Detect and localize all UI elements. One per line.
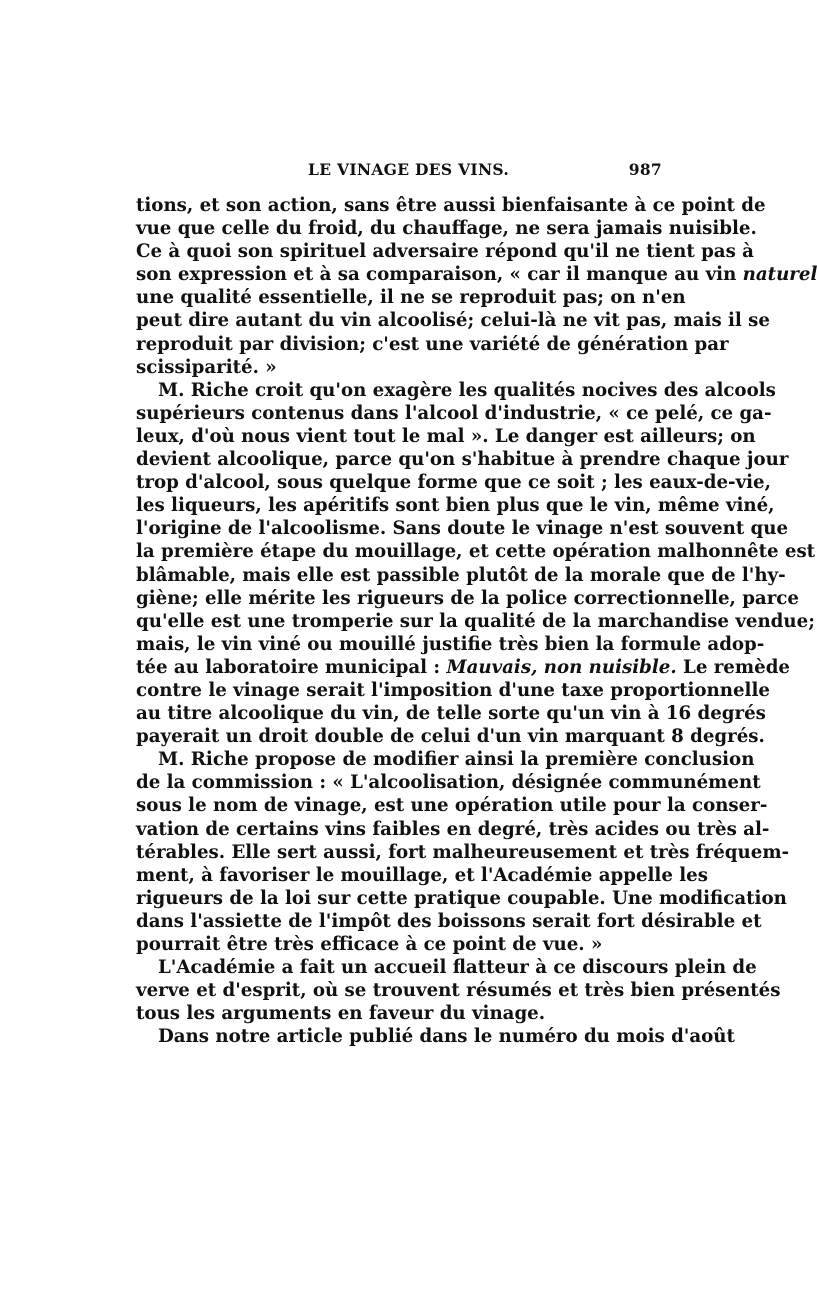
text-segment: son expression et à sa comparaison, « car il manque au vin	[136, 264, 737, 286]
text-line: contre le vinage serait l'imposition d'une taxe proportionnelle	[136, 679, 770, 701]
text-line: rigueurs de la loi sur cette pratique coupable. Une modification	[136, 887, 787, 909]
text-line: ment, à favoriser le mouillage, et l'Académie appelle les	[136, 864, 708, 886]
text-line: pourrait être très efficace à ce point de vue. »	[136, 934, 603, 955]
text-line: blâmable, mais elle est passible plutôt de la morale que de l'hy-	[136, 564, 786, 586]
text-line	[136, 263, 817, 286]
text-line: devient alcoolique, parce qu'on s'habitue à prendre chaque jour	[136, 449, 789, 471]
text-line: scissiparité. »	[136, 356, 277, 378]
text-line: leux, d'où nous vient tout le mal ». Le danger est ailleurs; on	[136, 425, 756, 447]
page-header	[136, 160, 662, 184]
text-line: payerait un droit double de celui d'un vin marquant 8 degrés.	[136, 726, 765, 748]
text-line: trop d'alcool, sous quelque forme que ce soit ; les eaux-de-vie,	[136, 472, 771, 494]
text-line	[136, 656, 790, 679]
text-line: Dans notre article publié dans le numéro du mois d'août	[158, 1026, 735, 1048]
text-line: l'origine de l'alcoolisme. Sans doute le vinage n'est souvent que	[136, 518, 789, 540]
text-segment: tée au laboratoire municipal :	[136, 656, 441, 678]
text-line: dans l'assiette de l'impôt des boissons serait fort désirable et	[136, 910, 762, 932]
italic-word: naturel	[742, 264, 817, 286]
text-line: de la commission : « L'alcoolisation, désignée communément	[136, 772, 761, 794]
page-number: 987	[628, 160, 662, 179]
text-line: une qualité essentielle, il ne se reproduit pas; on n'en	[136, 287, 686, 309]
body-text	[136, 194, 817, 1048]
text-line: sous le nom de vinage, est une opération utile pour la conser-	[136, 795, 768, 817]
text-line: M. Riche propose de modifier ainsi la première conclusion	[158, 749, 755, 771]
text-segment: Le remède	[683, 656, 790, 678]
text-line: vation de certains vins faibles en degré, très acides ou très al-	[136, 818, 770, 840]
text-line: tous les arguments en faveur du vinage.	[136, 1003, 546, 1025]
text-line: M. Riche croit qu'on exagère les qualités nocives des alcools	[158, 379, 776, 401]
text-line: la première étape du mouillage, et cette opération malhonnête est	[136, 541, 816, 563]
running-title: LE VINAGE DES VINS.	[308, 160, 510, 179]
text-line: mais, le vin viné ou mouillé justifie très bien la formule adop-	[136, 633, 765, 655]
text-line: reproduit par division; c'est une variété de génération par	[136, 333, 729, 355]
text-line: les liqueurs, les apéritifs sont bien plus que le vin, même viné,	[136, 495, 775, 517]
text-line: au titre alcoolique du vin, de telle sorte qu'un vin à 16 degrés	[136, 703, 766, 725]
text-line: vue que celle du froid, du chauffage, ne sera jamais nuisible.	[136, 218, 757, 240]
text-line: qu'elle est une tromperie sur la qualité de la marchandise vendue;	[136, 610, 815, 632]
text-line: verve et d'esprit, où se trouvent résumés et très bien présentés	[136, 980, 781, 1002]
text-line: Ce à quoi son spirituel adversaire répond qu'il ne tient pas à	[136, 241, 754, 263]
text-line: tions, et son action, sans être aussi bienfaisante à ce point de	[136, 195, 766, 216]
text-line: giène; elle mérite les rigueurs de la police correctionnelle, parce	[136, 587, 799, 609]
text-line: L'Académie a fait un accueil flatteur à ce discours plein de	[158, 957, 757, 979]
text-line: peut dire autant du vin alcoolisé; celui-là ne vit pas, mais il se	[136, 310, 770, 332]
text-line: térables. Elle sert aussi, fort malheureusement et très fréquem-	[136, 841, 790, 863]
text-line: supérieurs contenus dans l'alcool d'industrie, « ce pelé, ce ga-	[136, 402, 772, 424]
italic-phrase: Mauvais, non nuisible.	[446, 656, 677, 678]
